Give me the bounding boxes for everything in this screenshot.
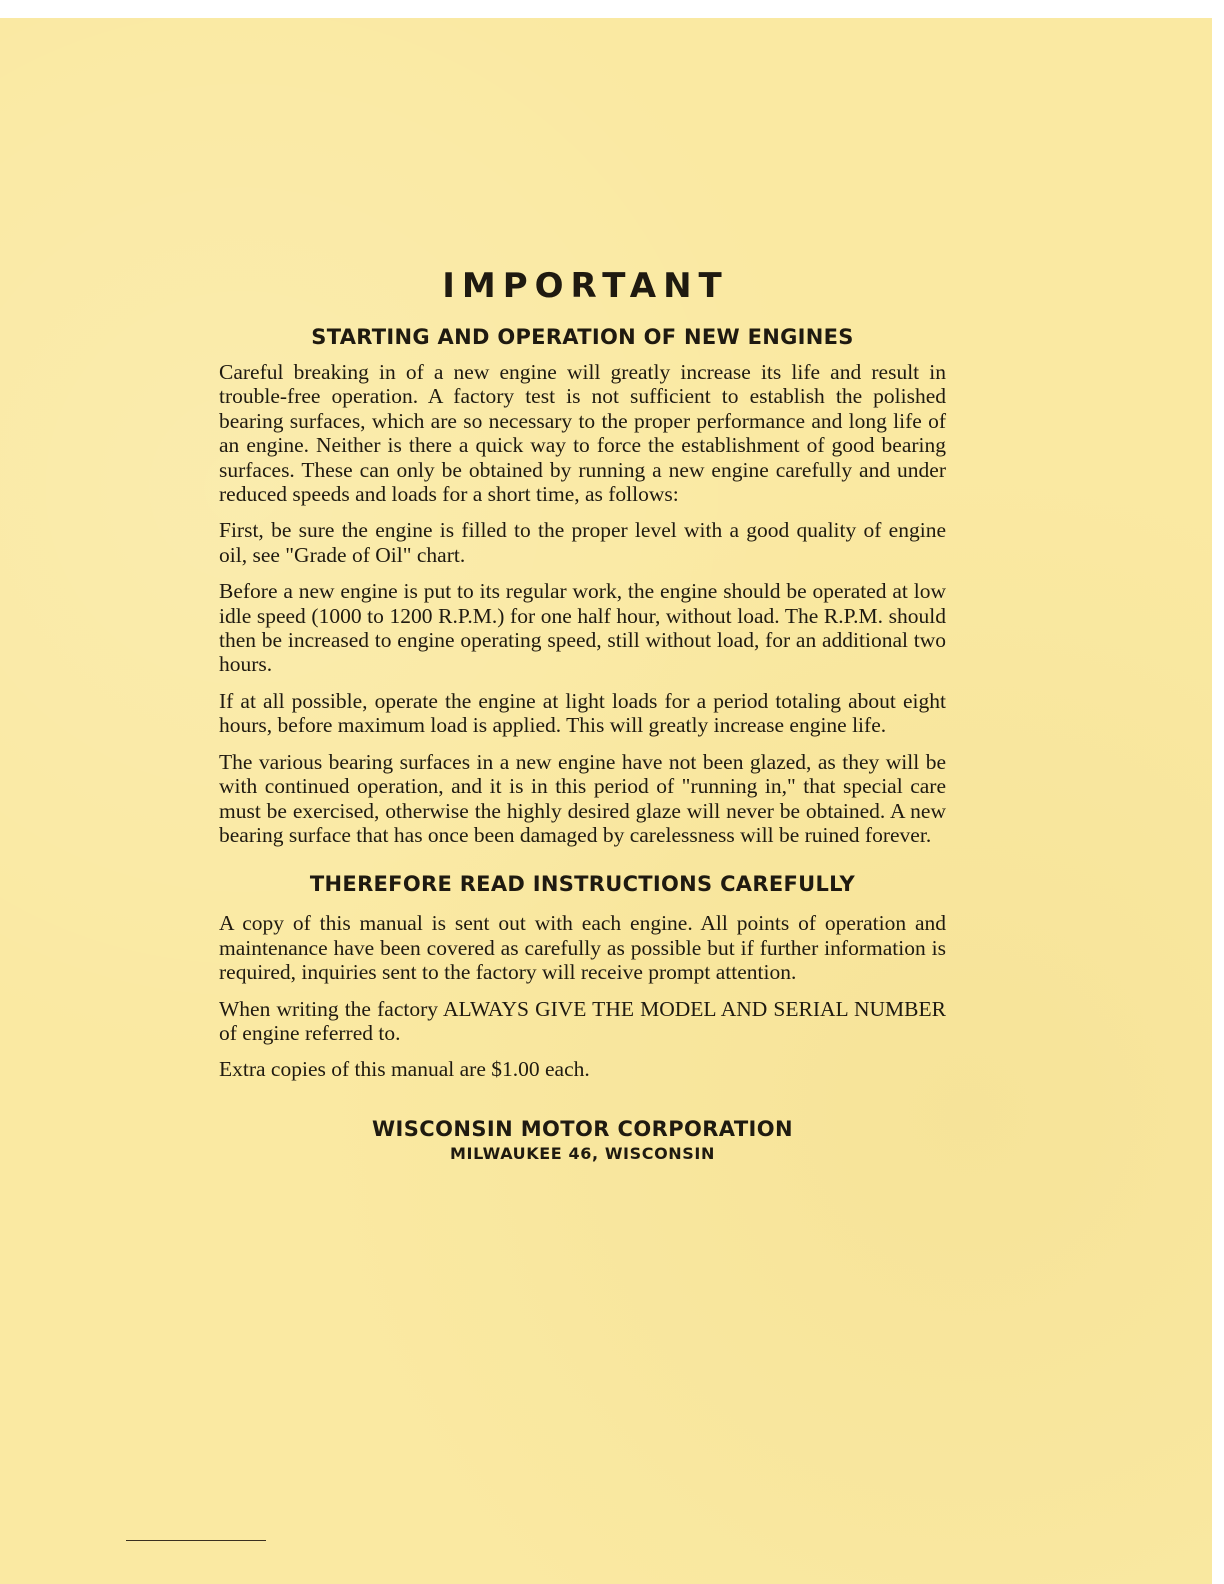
paragraph-breaking-in: Careful breaking in of a new engine will greatly increase its life and result in trouble-free operation. A factory test is not sufficient to establish the polished bearing surfaces, which are so necessary to the proper performance and long life of an engine. Neither is there a quick way to force the establishment of good bearing surfaces. These can only be obtained by running a new engine carefully and under reduced speeds and loads for a short time, as follows:	[219, 360, 946, 507]
section-heading-read-instructions: THEREFORE READ INSTRUCTIONS CAREFULLY	[309, 872, 856, 897]
paragraph-bearing-surfaces: The various bearing surfaces in a new engine have not been glazed, as they will be with continued operation, and it is in this period of "running in," that special care must be exercised, otherwise the highly desired glaze will never be obtained. A new bearing surface that has once been damaged by carelessness will be ruined forever.	[219, 749, 946, 847]
paragraph-manual-copy: A copy of this manual is sent out with each engine. All points of operation and maintenance have been covered as carefully as possible but if further information is required, inquiries sent to the factory will receive prompt attention.	[219, 911, 946, 985]
page-title: IMPORTANT	[442, 266, 729, 306]
document-page	[0, 18, 1212, 1584]
document-content	[219, 266, 946, 1164]
paragraph-oil-level: First, be sure the engine is filled to the proper level with a good quality of engine oil, see "Grade of Oil" chart.	[219, 518, 946, 567]
paragraph-model-serial: When writing the factory ALWAYS GIVE THE MODEL AND SERIAL NUMBER of engine referred to.	[219, 996, 946, 1045]
company-address: MILWAUKEE 46, WISCONSIN	[450, 1143, 715, 1163]
company-name: WISCONSIN MOTOR CORPORATION	[371, 1116, 793, 1141]
section-heading-starting: STARTING AND OPERATION OF NEW ENGINES	[311, 325, 854, 349]
paragraph-idle-speed: Before a new engine is put to its regular work, the engine should be operated at low idle speed (1000 to 1200 R.P.M.) for one half hour, without load. The R.P.M. should then be increased to engine operating speed, still without load, for an additional two hours.	[219, 579, 946, 677]
paragraph-light-loads: If at all possible, operate the engine at light loads for a period totaling about eight hours, before maximum load is applied. This will greatly increase engine life.	[219, 688, 946, 738]
footnote-rule	[126, 1540, 266, 1541]
paragraph-extra-copies: Extra copies of this manual are $1.00 each.	[219, 1057, 590, 1082]
